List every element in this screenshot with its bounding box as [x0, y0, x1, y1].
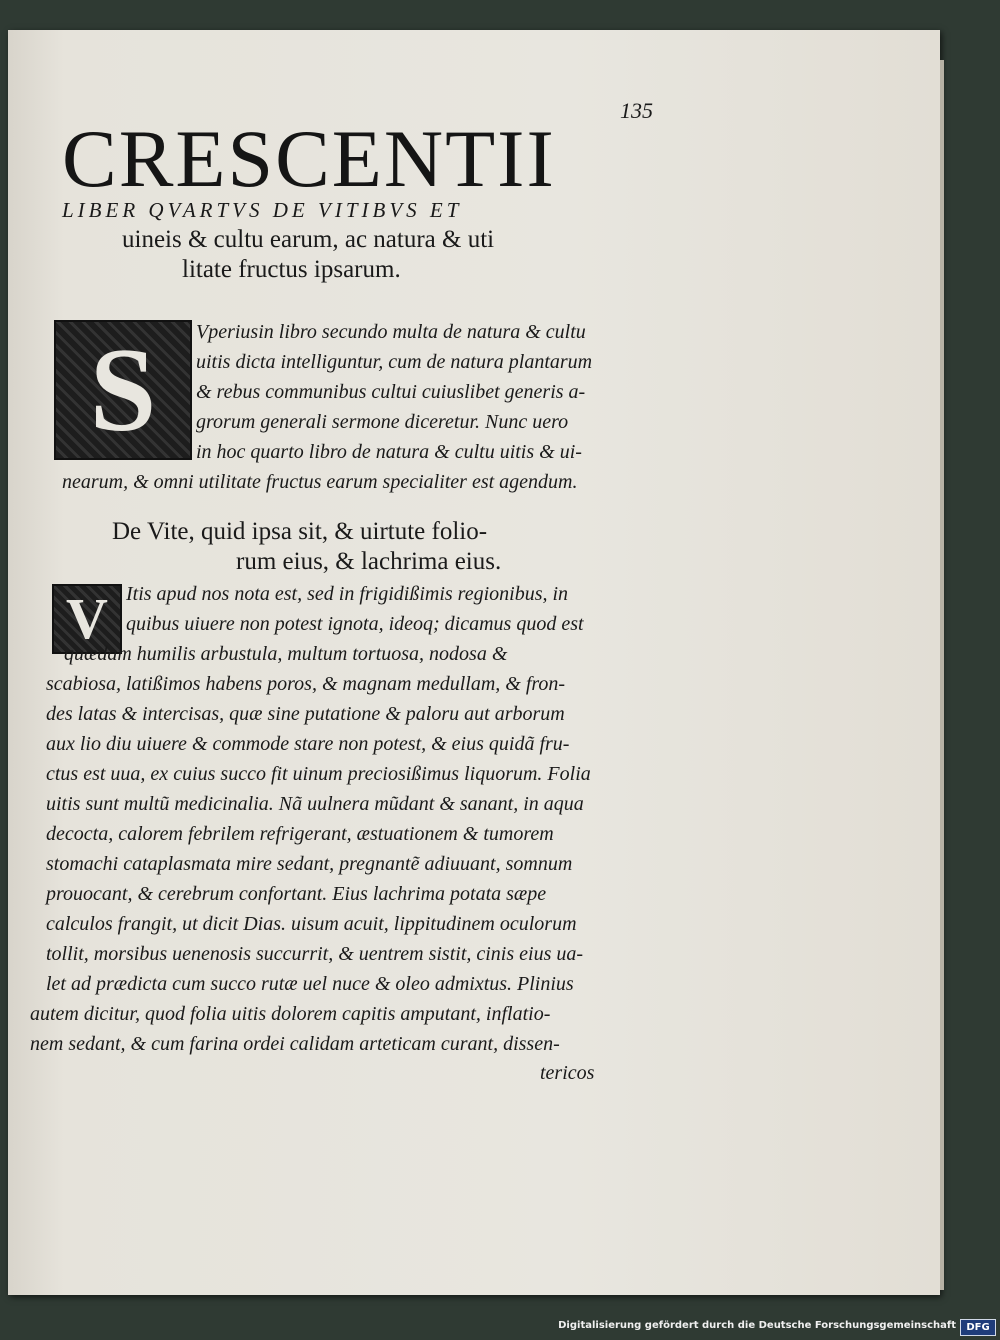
decorated-initial-s: S [54, 320, 192, 460]
section-heading-line-2: rum eius, & lachrima eius. [236, 548, 502, 575]
para2-line: aux lio diu uiuere & commode stare non potest, & eius quidã fru- [46, 733, 570, 755]
para2-line: let ad prædicta cum succo rutæ uel nuce & oleo admixtus. Plinius [46, 973, 574, 995]
para2-line: des latas & intercisas, quæ sine putatione & paloru aut arborum [46, 703, 565, 725]
para2-line: uitis sunt multũ medicinalia. Nã uulnera mũdant & sanant, in aqua [46, 793, 584, 815]
para1-line: & rebus communibus cultui cuiuslibet generis a- [196, 381, 586, 403]
para2-line: stomachi cataplasmata mire sedant, pregnantẽ adiuuant, somnum [46, 853, 573, 875]
page-edge [940, 60, 944, 1290]
para2-line: ctus est uua, ex cuius succo fit uinum preciosißimus liquorum. Folia [46, 763, 591, 785]
subtitle-line-1: LIBER QVARTVS DE VITIBVS ET [62, 198, 463, 222]
para2-line: quædam humilis arbustula, multum tortuosa, nodosa & [64, 643, 508, 665]
page-number: 135 [620, 98, 653, 123]
para2-line: autem dicitur, quod folia uitis dolorem capitis amputant, inflatio- [30, 1003, 551, 1025]
footer-bar [0, 1318, 1000, 1340]
para1-line: uitis dicta intelliguntur, cum de natura plantarum [196, 351, 593, 373]
section-heading-line-1: De Vite, quid ipsa sit, & uirtute folio- [112, 518, 488, 545]
para1-line: Vperiusin libro secundo multa de natura & cultu [196, 321, 586, 343]
para1-line: in hoc quarto libro de natura & cultu uitis & ui- [196, 441, 582, 463]
para2-line: decocta, calorem febrilem refrigerant, æstuationem & tumorem [46, 823, 554, 845]
para2-line: tollit, morsibus uenenosis succurrit, & uentrem sistit, cinis eius ua- [46, 943, 584, 965]
subtitle-line-2: uineis & cultu earum, ac natura & uti [122, 226, 495, 253]
para2-line: nem sedant, & cum farina ordei calidam arteticam curant, dissen- [30, 1033, 560, 1055]
para1-line: grorum generali sermone diceretur. Nunc uero [196, 411, 569, 433]
dfg-logo[interactable]: DFG [960, 1319, 996, 1336]
book-title: CRESCENTII [62, 113, 556, 204]
decorated-initial-v: V [52, 584, 122, 654]
subtitle-line-3: litate fructus ipsarum. [182, 256, 401, 283]
funding-credit: Digitalisierung gefördert durch die Deutsche Forschungsgemeinschaft [558, 1320, 956, 1331]
catchword: tericos [540, 1062, 595, 1084]
para2-line: Itis apud nos nota est, sed in frigidißimis regionibus, in [126, 583, 569, 605]
para2-line: prouocant, & cerebrum confortant. Eius lachrima potata sæpe [46, 883, 547, 905]
para2-line: scabiosa, latißimos habens poros, & magnam medullam, & fron- [46, 673, 566, 695]
para2-line: calculos frangit, ut dicit Dias. uisum acuit, lippitudinem oculorum [46, 913, 577, 935]
para2-line: quibus uiuere non potest ignota, ideoq; dicamus quod est [126, 613, 584, 635]
para1-line: nearum, & omni utilitate fructus earum specialiter est agendum. [62, 471, 578, 493]
